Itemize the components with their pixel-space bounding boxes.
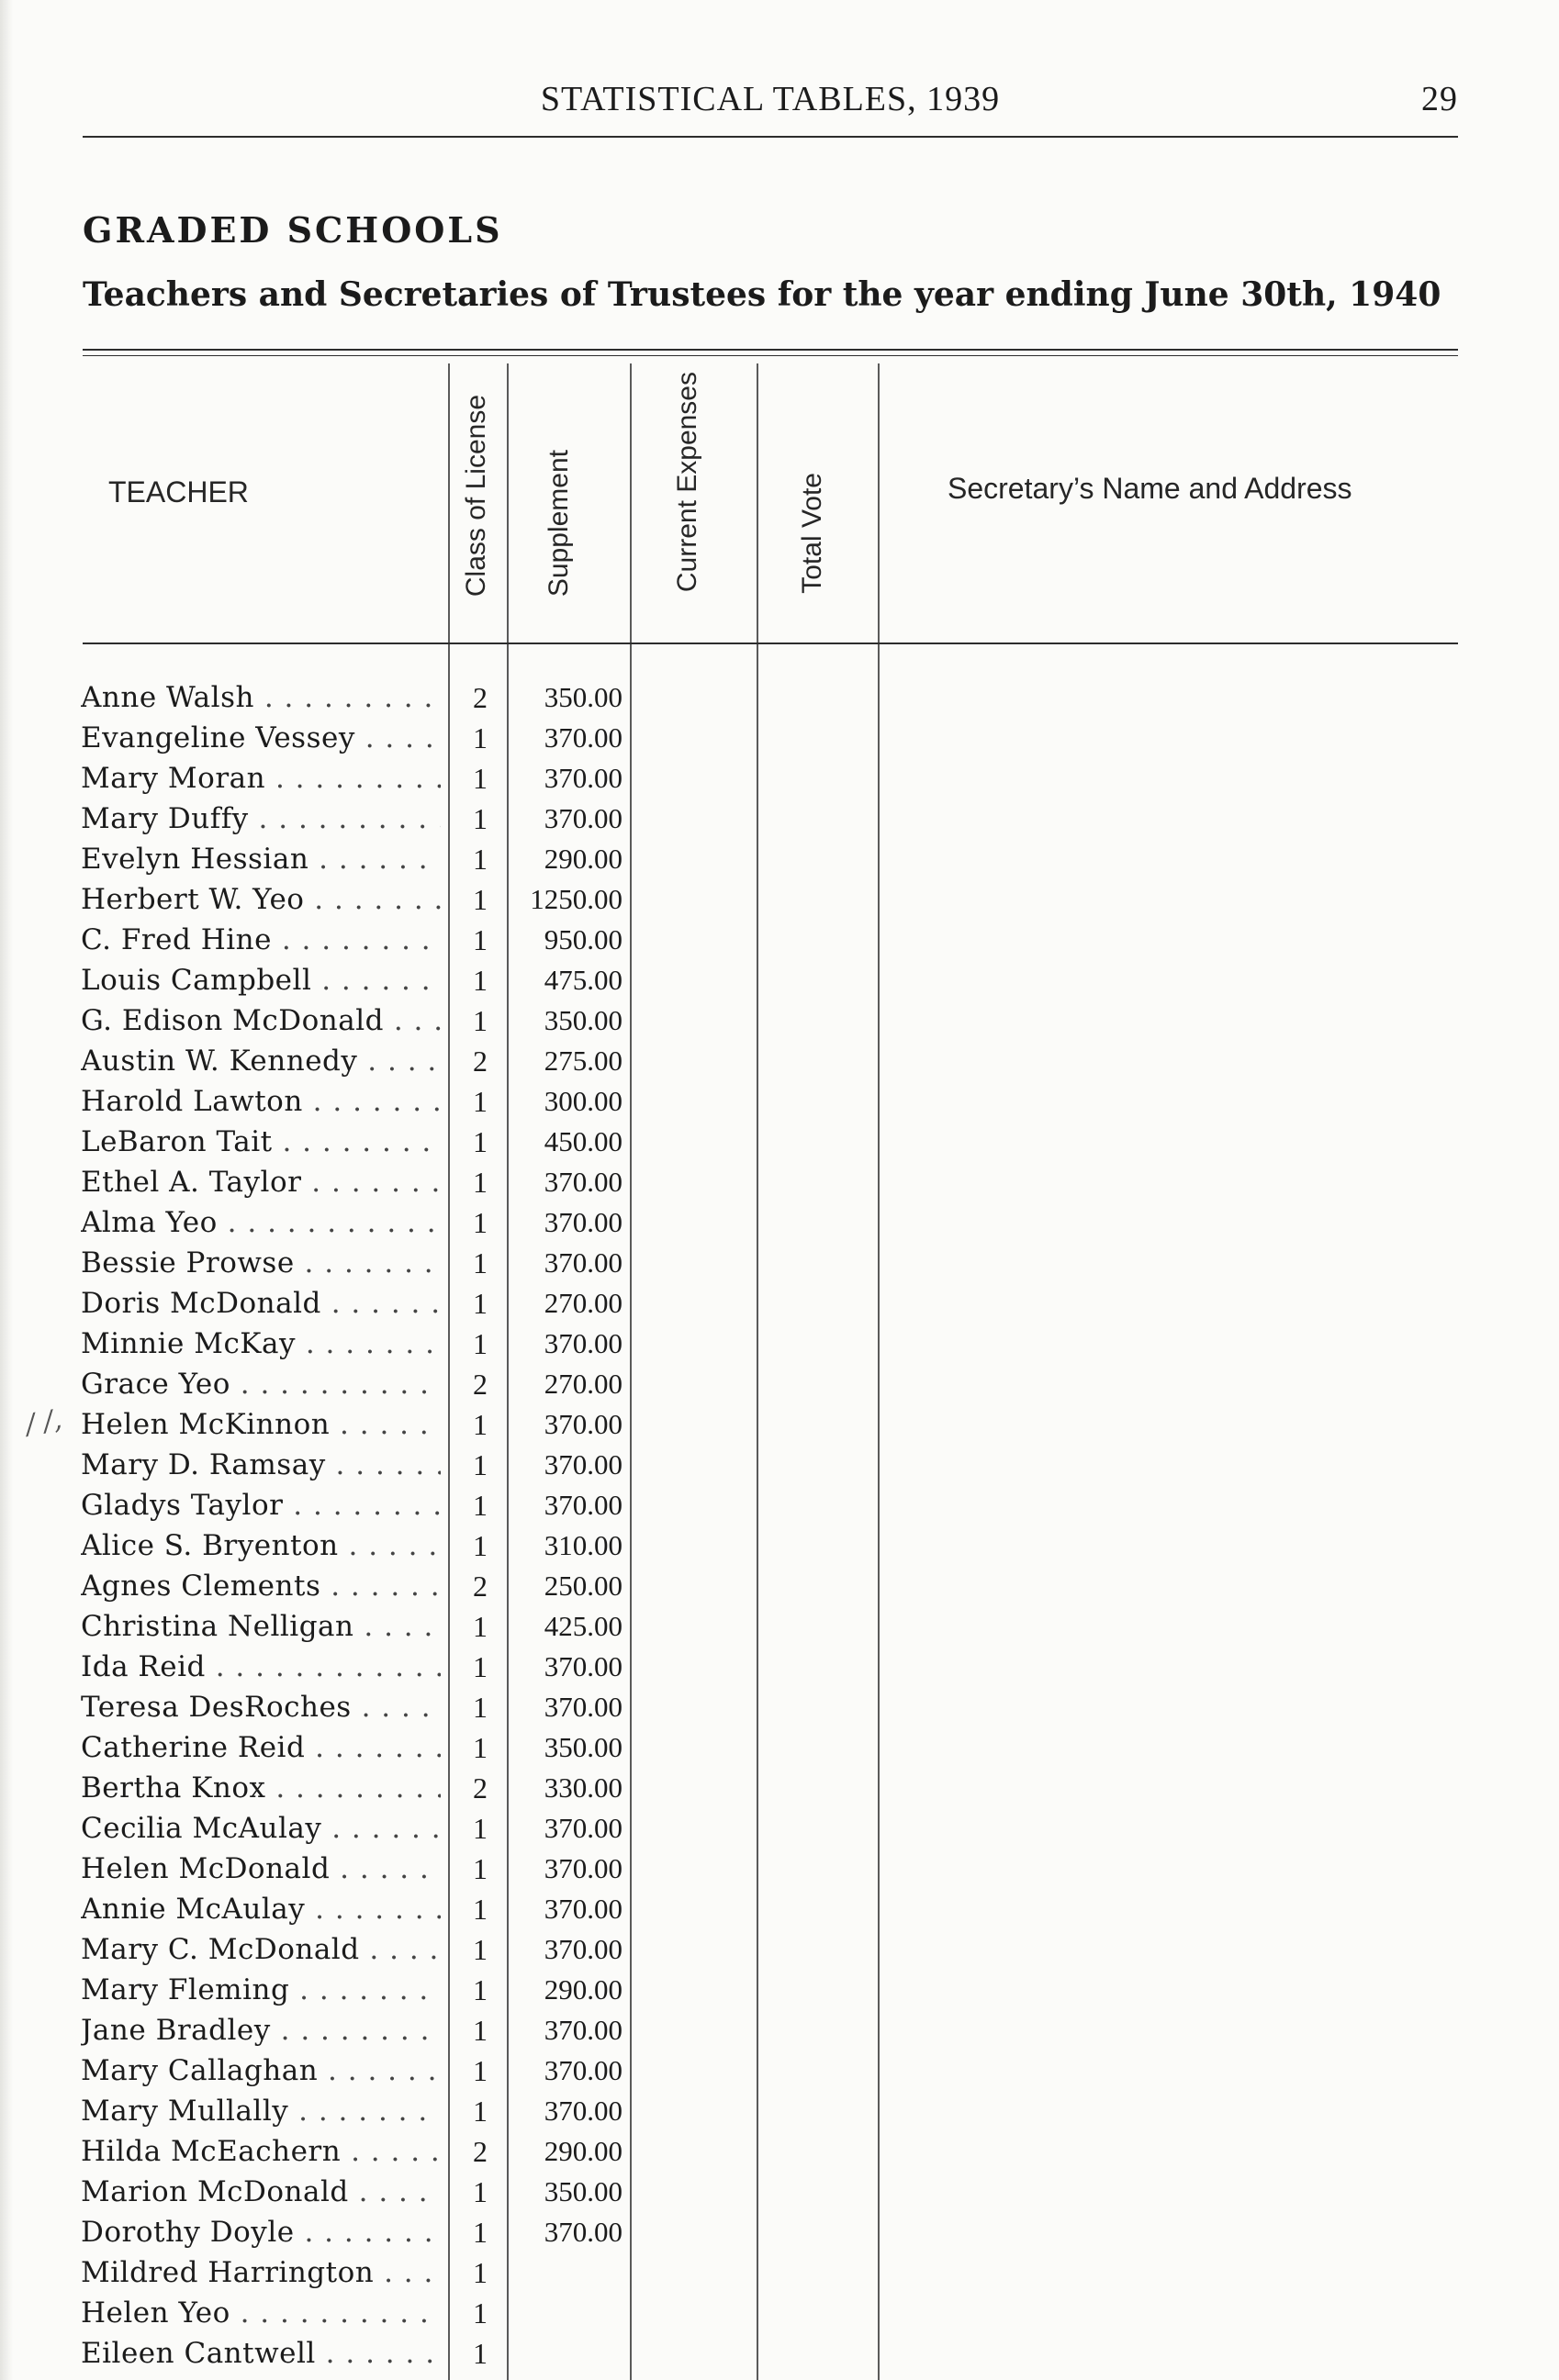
supplement-amount: 270.00: [544, 1368, 622, 1400]
teacher-name: Christina Nelligan . . .: [81, 1606, 441, 1647]
table-header-rule: [83, 642, 1458, 644]
table-row: [0, 960, 1559, 1000]
supplement-amount: 370.00: [544, 2054, 622, 2086]
column-header-total-vote: Total Vote: [797, 473, 827, 594]
teacher-name: Herbert W. Yeo . . .: [81, 879, 441, 920]
license-class: 1: [473, 1448, 488, 1481]
column-header-secretary: Secretary’s Name and Address: [948, 472, 1352, 505]
teacher-name: Mary Duffy . . .: [81, 799, 441, 839]
license-class: 1: [473, 883, 488, 916]
supplement-amount: 475.00: [544, 964, 622, 996]
table-row: [0, 1727, 1559, 1768]
column-header-license: Class of License: [461, 395, 491, 598]
supplement-amount: 370.00: [544, 2014, 622, 2046]
teacher-name: Harold Lawton . . .: [81, 1081, 441, 1122]
license-class: 1: [473, 1691, 488, 1724]
supplement-amount: 370.00: [544, 1489, 622, 1521]
section-title: GRADED SCHOOLS: [83, 209, 503, 251]
license-class: 1: [473, 923, 488, 956]
teacher-name: LeBaron Tait . . .: [81, 1122, 441, 1162]
license-class: 1: [473, 2216, 488, 2249]
license-class: 1: [473, 1650, 488, 1683]
license-class: 1: [473, 1408, 488, 1441]
license-class: 1: [473, 1246, 488, 1279]
table-top-rule: [83, 349, 1458, 351]
table-row: [0, 1525, 1559, 1566]
license-class: 1: [473, 1731, 488, 1764]
page-number: 29: [1421, 80, 1458, 118]
teacher-name: Ethel A. Taylor . . .: [81, 1162, 441, 1202]
supplement-amount: 290.00: [544, 2135, 622, 2167]
teacher-name: Mary D. Ramsay . . .: [81, 1445, 441, 1485]
table-row: [0, 1970, 1559, 2010]
supplement-amount: 275.00: [544, 1045, 622, 1077]
table-row: [0, 2091, 1559, 2131]
license-class: 1: [473, 1287, 488, 1320]
license-class: 2: [473, 1771, 488, 1805]
table-row: [0, 718, 1559, 758]
supplement-amount: 370.00: [544, 1852, 622, 1884]
teacher-name: Bessie Prowse . . .: [81, 1243, 441, 1283]
license-class: 1: [473, 721, 488, 754]
supplement-amount: 290.00: [544, 1973, 622, 2006]
supplement-amount: 370.00: [544, 1206, 622, 1238]
running-header: [83, 79, 1458, 119]
table-row: [0, 2252, 1559, 2293]
table-top-rule-thin: [83, 355, 1458, 356]
supplement-amount: 370.00: [544, 721, 622, 754]
license-class: 1: [473, 2054, 488, 2087]
teacher-name: Ida Reid . . .: [81, 1647, 441, 1687]
table-row: [0, 2050, 1559, 2091]
license-class: 1: [473, 1327, 488, 1360]
table-row: [0, 1202, 1559, 1243]
teacher-name: Cecilia McAulay . . .: [81, 1808, 441, 1849]
license-class: 1: [473, 1812, 488, 1845]
column-header-teacher: TEACHER: [108, 475, 249, 508]
table-row: [0, 920, 1559, 960]
teacher-name: Alma Yeo . . .: [81, 1202, 441, 1243]
table-row: [0, 1606, 1559, 1647]
supplement-amount: 425.00: [544, 1610, 622, 1642]
teacher-name: Louis Campbell . . .: [81, 960, 441, 1000]
supplement-amount: 330.00: [544, 1771, 622, 1804]
license-class: 2: [473, 1045, 488, 1078]
license-class: 1: [473, 762, 488, 795]
table-row: [0, 1000, 1559, 1041]
teacher-name: Agnes Clements . . .: [81, 1566, 441, 1606]
license-class: 1: [473, 1125, 488, 1158]
teacher-name: Annie McAulay . . .: [81, 1889, 441, 1929]
table-row: [0, 2010, 1559, 2050]
supplement-amount: 270.00: [544, 1287, 622, 1319]
table-row: [0, 1929, 1559, 1970]
license-class: 1: [473, 2175, 488, 2208]
license-class: 1: [473, 1852, 488, 1885]
table-row: [0, 1889, 1559, 1929]
table-row: [0, 839, 1559, 879]
table-row: [0, 2333, 1559, 2374]
teacher-name: Hilda McEachern . . .: [81, 2131, 441, 2172]
teacher-name: Mary Moran . . .: [81, 758, 441, 799]
teacher-name: C. Fred Hine . . .: [81, 920, 441, 960]
supplement-amount: 370.00: [544, 1408, 622, 1440]
license-class: 1: [473, 802, 488, 835]
table-row: [0, 1808, 1559, 1849]
supplement-amount: 310.00: [544, 1529, 622, 1561]
license-class: 2: [473, 1570, 488, 1603]
teacher-name: Austin W. Kennedy . . .: [81, 1041, 441, 1081]
supplement-amount: 370.00: [544, 1166, 622, 1198]
teacher-name: Eileen Cantwell . . .: [81, 2333, 441, 2374]
section-subtitle: Teachers and Secretaries of Trustees for the year ending June 30th, 1940: [83, 275, 1441, 314]
supplement-amount: 370.00: [544, 1327, 622, 1359]
teacher-name: Helen McDonald . . .: [81, 1849, 441, 1889]
license-class: 1: [473, 1166, 488, 1199]
teacher-name: Evangeline Vessey . . .: [81, 718, 441, 758]
supplement-amount: 450.00: [544, 1125, 622, 1157]
teacher-name: Teresa DesRoches . . .: [81, 1687, 441, 1727]
supplement-amount: 370.00: [544, 1933, 622, 1965]
license-class: 1: [473, 1489, 488, 1522]
table-row: [0, 1283, 1559, 1324]
supplement-amount: 370.00: [544, 1246, 622, 1279]
table-row: [0, 677, 1559, 718]
teacher-name: G. Edison McDonald . . .: [81, 1000, 441, 1041]
table-row: [0, 758, 1559, 799]
supplement-amount: 370.00: [544, 1448, 622, 1481]
teacher-name: Mary Callaghan . . .: [81, 2050, 441, 2091]
table-row: [0, 879, 1559, 920]
table-row: [0, 1647, 1559, 1687]
running-title: STATISTICAL TABLES, 1939: [540, 80, 1001, 118]
license-class: 1: [473, 2095, 488, 2128]
header-rule: [83, 136, 1458, 138]
supplement-amount: 370.00: [544, 1812, 622, 1844]
table-row: [0, 1324, 1559, 1364]
license-class: 1: [473, 1206, 488, 1239]
table-row: [0, 1364, 1559, 1404]
teacher-name: Minnie McKay . . .: [81, 1324, 441, 1364]
license-class: 1: [473, 843, 488, 876]
supplement-amount: 300.00: [544, 1085, 622, 1117]
teacher-name: Dorothy Doyle . . .: [81, 2212, 441, 2252]
table-row: [0, 1162, 1559, 1202]
supplement-amount: 950.00: [544, 923, 622, 955]
teacher-name: Mary Fleming . . .: [81, 1970, 441, 2010]
table-row: [0, 1081, 1559, 1122]
teacher-name: Anne Walsh . . .: [81, 677, 441, 718]
license-class: 1: [473, 2337, 488, 2370]
teacher-name: Doris McDonald . . .: [81, 1283, 441, 1324]
license-class: 1: [473, 1933, 488, 1966]
supplement-amount: 290.00: [544, 843, 622, 875]
teacher-name: Marion McDonald . . .: [81, 2172, 441, 2212]
table-row: [0, 2131, 1559, 2172]
supplement-amount: 370.00: [544, 1691, 622, 1723]
teacher-name: Mary Mullally . . .: [81, 2091, 441, 2131]
license-class: 1: [473, 1973, 488, 2006]
license-class: 1: [473, 1893, 488, 1926]
table-row: [0, 1041, 1559, 1081]
teacher-name: Helen McKinnon . . .: [81, 1404, 441, 1445]
teacher-name: Bertha Knox . . .: [81, 1768, 441, 1808]
teacher-name: Helen Yeo . . .: [81, 2293, 441, 2333]
supplement-amount: 250.00: [544, 1570, 622, 1602]
table-row: [0, 1243, 1559, 1283]
license-class: 1: [473, 2256, 488, 2289]
supplement-amount: 370.00: [544, 1650, 622, 1682]
table-row: [0, 799, 1559, 839]
teacher-name: Jane Bradley . . .: [81, 2010, 441, 2050]
license-class: 2: [473, 1368, 488, 1401]
handwritten-margin-mark: / /,: [23, 1402, 65, 1442]
license-class: 1: [473, 1085, 488, 1118]
table-row: [0, 1849, 1559, 1889]
supplement-amount: 350.00: [544, 2175, 622, 2207]
table-row: [0, 1687, 1559, 1727]
teacher-name: Mildred Harrington . . .: [81, 2252, 441, 2293]
teacher-name: Mary C. McDonald . . .: [81, 1929, 441, 1970]
supplement-amount: 370.00: [544, 2216, 622, 2248]
table-row: [0, 2172, 1559, 2212]
license-class: 1: [473, 2014, 488, 2047]
column-header-current-expenses: Current Expenses: [672, 372, 702, 593]
column-header-supplement: Supplement: [544, 450, 574, 598]
table-row: [0, 1485, 1559, 1525]
supplement-amount: 1250.00: [530, 883, 622, 915]
license-class: 1: [473, 1529, 488, 1562]
supplement-amount: 370.00: [544, 802, 622, 834]
teacher-name: Grace Yeo . . .: [81, 1364, 441, 1404]
supplement-amount: 350.00: [544, 1004, 622, 1036]
table-row: [0, 1122, 1559, 1162]
table-row: [0, 1768, 1559, 1808]
teacher-name: Alice S. Bryenton . . .: [81, 1525, 441, 1566]
table-row: [0, 2293, 1559, 2333]
supplement-amount: 370.00: [544, 2095, 622, 2127]
teacher-name: Evelyn Hessian . . .: [81, 839, 441, 879]
license-class: 2: [473, 2135, 488, 2168]
teacher-name: Gladys Taylor . . .: [81, 1485, 441, 1525]
license-class: 1: [473, 2296, 488, 2330]
table-row: [0, 1566, 1559, 1606]
license-class: 1: [473, 1610, 488, 1643]
supplement-amount: 370.00: [544, 762, 622, 794]
table-row: [0, 1445, 1559, 1485]
supplement-amount: 350.00: [544, 681, 622, 713]
teacher-name: Catherine Reid . . .: [81, 1727, 441, 1768]
supplement-amount: 370.00: [544, 1893, 622, 1925]
table-row: [0, 2212, 1559, 2252]
license-class: 2: [473, 681, 488, 714]
supplement-amount: 350.00: [544, 1731, 622, 1763]
license-class: 1: [473, 1004, 488, 1037]
license-class: 1: [473, 964, 488, 997]
table-row: [0, 1404, 1559, 1445]
